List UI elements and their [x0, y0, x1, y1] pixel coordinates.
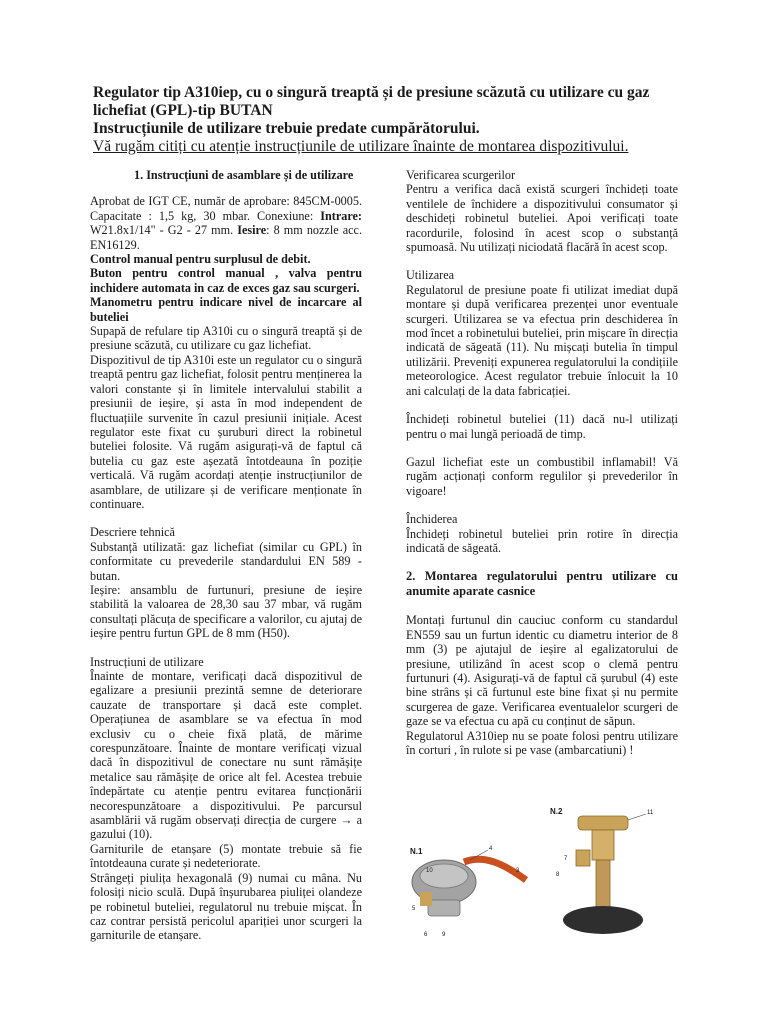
callout-10: 10	[426, 868, 433, 874]
inchideti-paragraph: Închideți robinetul buteliei (11) dacă nu-l utilizați pentru o mai lungă perioadă de timp.	[406, 412, 678, 441]
section-2-title: 2. Montarea regulatorului pentru utilizare cu anumite aparate casnice	[406, 569, 678, 599]
approval-text-a: Aprobat de IGT CE, număr de aprobare: 845CM-0005. Capacitate : 1,5 kg, 30 mbar. Conexiune:	[90, 194, 362, 223]
approval-text-b: W21.8x1/14" - G2 - 27 mm.	[90, 223, 238, 238]
callout-3: 3	[516, 868, 520, 874]
instructiuni-paragraph-1: Înainte de montare, verificați dacă dispozitivul de egalizare a presiunii prezintă semne de deteriorare cauzate de transportare și dacă este complet. Operațiunea de asamblare se va efectua în mod exclusiv cu o cheie fixă plată, de mărime corespunzătoare. Înainte de montare verificați vizual dacă în dispozitivul de conectare nu sunt rămășițe metalice sau rămășițe de orice alt fel. Acestea trebuie îndepărtate cu atenție pentru evitarea funcționării necorespunzătoare a dispozitivului. Pe parcursul asamblării vă rugăm observați direcția de curgere → a gazului (10).	[90, 669, 362, 842]
regulator-warning-paragraph: Regulatorul A310iep nu se poate folosi pentru utilizare în corturi , în rulote si pe vase (ambarcatiuni) !	[406, 728, 678, 757]
approval-paragraph	[90, 194, 362, 252]
supapa-paragraph: Supapă de refulare tip A310i cu o singură treaptă și de presiune scăzută, cu utilizare cu gaz lichefiat.	[90, 324, 362, 353]
valve-outlet-icon	[576, 850, 590, 866]
callout-9: 9	[442, 932, 446, 938]
verificarea-title: Verificarea scurgerilor	[406, 168, 516, 182]
iesire-label: Iesire	[237, 223, 267, 238]
bold-line-1: Control manual pentru surplusul de debit.	[90, 252, 311, 267]
bold-line-2: Buton pentru control manual , valva pentru inchidere automata in caz de exces gaz sau scurgeri.	[90, 266, 362, 295]
document-title: Regulator tip A310iep, cu o singură treaptă și de presiune scăzută cu utilizare cu gaz lichefiat (GPL)-tip BUTAN	[93, 84, 650, 119]
valve-stem-icon	[592, 830, 614, 860]
left-column	[90, 168, 362, 943]
brass-connector-icon	[420, 892, 432, 906]
callout-11: 11	[647, 810, 654, 816]
inchiderea-paragraph: Închideți robinetul buteliei prin rotire în direcția indicată de săgeată.	[406, 526, 678, 555]
figure-n1-label: N.1	[410, 847, 423, 856]
bold-line-3: Manometru pentru indicare nivel de incarcare al buteliei	[90, 295, 362, 324]
callout-4: 4	[489, 846, 493, 852]
utilizarea-title: Utilizarea	[406, 268, 455, 283]
inchiderea-title: Închiderea	[406, 512, 458, 527]
instructiuni-title: Instrucțiuni de utilizare	[90, 654, 204, 669]
instructiuni-paragraph-3: Strângeți piulița hexagonală (9) numai cu mâna. Nu folosiți nicio sculă. După înșurubarea piuliței olandeze pe robinetul buteliei, regulatorul nu trebuie mișcat. În caz contrar persistă pericolul apariției unor scurgeri la garniturile de etanșare.	[90, 870, 362, 943]
descriere-paragraph-1: Substanță utilizată: gaz lichefiat (similar cu GPL) în conformitate cu prevederile standardului EN 589 - butan.	[90, 539, 362, 583]
section-1-title: 1. Instrucțiuni de asamblare și de utilizare	[134, 168, 354, 182]
figure-n2-label: N.2	[550, 807, 563, 816]
cylinder-top-icon	[563, 906, 643, 934]
callout-8: 8	[556, 872, 560, 878]
intrare-label: Intrare:	[320, 208, 362, 223]
gazul-paragraph: Gazul lichefiat este un combustibil inflamabil! Vă rugăm acționați conform regulilor și prevederilor în vigoare!	[406, 454, 678, 498]
hex-nut-icon	[428, 900, 460, 916]
descriere-title: Descriere tehnică	[90, 525, 175, 540]
underlined-notice: Vă rugăm citiți cu atenție instrucțiunile de utilizare înainte de montarea dispozitivului.	[93, 138, 629, 155]
right-column	[406, 168, 678, 757]
callout-7: 7	[564, 856, 568, 862]
regulator-figure	[404, 800, 680, 940]
callout-6: 6	[424, 932, 428, 938]
valve-handwheel-icon	[578, 816, 628, 830]
document-header	[93, 84, 693, 156]
descriere-paragraph-2: Ieșire: ansamblu de furtunuri, presiune de ieșire stabilită la valoarea de 28,30 sau 37 mbar, vă rugăm consultați plăcuța de specificare a valorilor, cu ajutaj de ieșire pentru furtun GPL de 8 mm (H50).	[90, 582, 362, 641]
valve-body-icon	[596, 860, 610, 908]
approval-text-c: : 8 mm nozzle acc. EN16129.	[90, 223, 362, 252]
callout-5: 5	[412, 906, 416, 912]
utilizarea-paragraph: Regulatorul de presiune poate fi utilizat imediat după montare și după verificarea prezenței unor eventuale scurgeri. Utilizarea se va efectua prin deschiderea în mod încet a robinetului buteliei, prin mișcare în direcția indicată de săgeată (11). Nu mișcați butelia în timpul utilizării. Preveniți expunerea regulatorului la condițiile meteorologice. Acest regulator trebuie înlocuit la 10 ani calculați de la data fabricației.	[406, 282, 678, 398]
verificarea-paragraph: Pentru a verifica dacă există scurgeri închideți toate ventilele de închidere a dispozitivului consumator și deschideți robinetul buteliei. Apoi verificați toate racordurile, folosind în acest scop o substanță spumoasă. Nu utilizați niciodată flacără în acest scop.	[406, 182, 678, 255]
instructiuni-paragraph-2: Garniturile de etanșare (5) montate trebuie să fie întotdeauna curate și nedeteriorate.	[90, 841, 362, 871]
montati-paragraph: Montați furtunul din cauciuc conform cu standardul EN559 sau un furtun identic cu diametru interior de 8 mm (3) pe ajutajul de ieșire al egalizatorului de presiune, utilizând în acest scop o clemă pentru furtunuri (4). Asigurați-vă de faptul că șurubul (4) este bine strâns și că furtunul este bine fixat și nu permite scurgerea de gaze. Verificarea eventualelor scurgeri de gaze se va efectua cu apă cu conținut de săpun.	[406, 613, 678, 729]
document-subtitle: Instrucțiunile de utilizare trebuie predate cumpărătorului.	[93, 120, 480, 137]
dispozitiv-paragraph: Dispozitivul de tip A310i este un regulator cu o singură treaptă pentru gaz lichefiat, folosit pentru menținerea la valori constante și în limitele intervalului stabilit a presiunii de ieșire, și asta în mod independent de fluctuațiile survenite în cazul presiunii inițiale. Acest regulator este fixat cu șuruburi direct la robinetul buteliei folosite. Vă rugăm asigurați-vă de faptul că butelia cu gaz este așezată întotdeauna în poziție verticală. Vă rugăm acordați atenție instrucțiunilor de asamblare, de utilizare și de verificare menționate în continuare.	[90, 352, 362, 511]
